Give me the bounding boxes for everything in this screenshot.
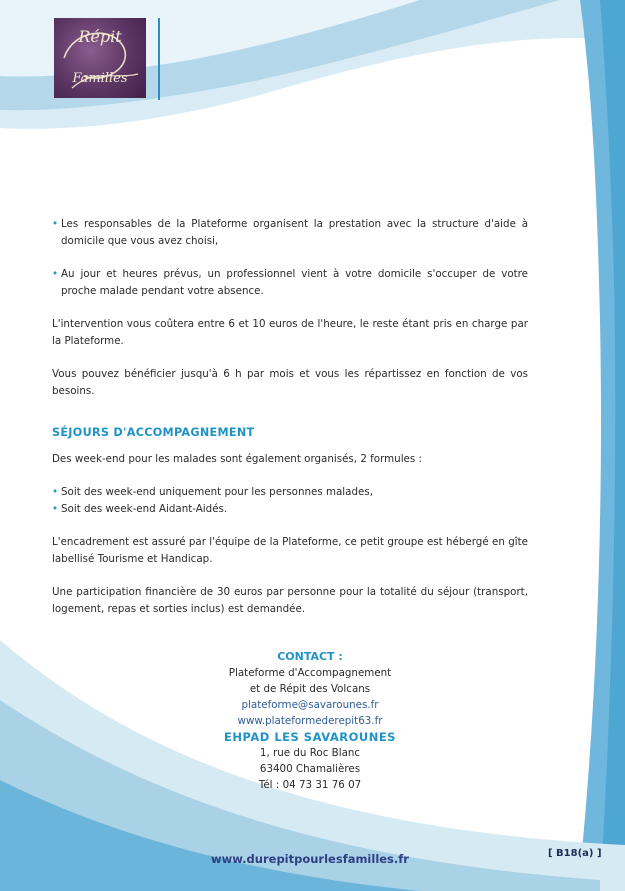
address-line: 63400 Chamalières (259, 763, 361, 775)
bullet-icon: • (52, 218, 59, 230)
contact-heading: CONTACT : (277, 650, 343, 663)
list-item: • Les responsables de la Plateforme organisent la prestation avec la structure d'aide à domicile que vous avez choisi, (52, 218, 528, 247)
contact-line: et de Répit des Volcans (249, 683, 371, 695)
logo-divider (158, 18, 160, 100)
paragraph-cost: L'intervention vous coûtera entre 6 et 10 euros de l'heure, le reste étant pris en charge par la Plateforme. (52, 318, 528, 347)
contact-website-link[interactable]: www.plateformederepit63.fr (237, 715, 383, 727)
bullet-icon: • (52, 486, 59, 498)
logo-text-familles: Familles (72, 71, 128, 86)
contact-line: Plateforme d'Accompagnement (228, 667, 392, 679)
paragraph-staff: L'encadrement est assuré par l'équipe de la Plateforme, ce petit groupe est hébergé en gîte labellisé Tourisme et Handicap. (52, 536, 528, 565)
section-title: SÉJOURS D'ACCOMPAGNEMENT (52, 426, 255, 439)
footer-website-link[interactable]: www.durepitpourlesfamilles.fr (211, 852, 409, 866)
logo (54, 18, 146, 98)
main-content (52, 216, 528, 618)
contact-block (160, 649, 460, 793)
logo-text-repit: Répit (78, 27, 122, 46)
document-reference: [ B18(a) ] (548, 848, 602, 859)
bullet-icon: • (52, 268, 59, 280)
paragraph-price: Une participation financière de 30 euros par personne pour la totalité du séjour (transport, logement, repas et sorties inclus) est demandée. (52, 586, 528, 615)
list-item: • Soit des week-end Aidant-Aidés. (52, 501, 528, 518)
bullet-icon: • (52, 503, 59, 515)
list-item: • Au jour et heures prévus, un professionnel vient à votre domicile s'occuper de votre proche malade pendant votre absence. (52, 268, 528, 297)
list-item: • Soit des week-end uniquement pour les personnes malades, (52, 484, 528, 501)
phone-number: Tél : 04 73 31 76 07 (258, 779, 362, 791)
paragraph-weekend: Des week-end pour les malades sont également organisés, 2 formules : (52, 453, 422, 465)
organization-name: EHPAD LES SAVAROUNES (224, 730, 396, 744)
paragraph-hours: Vous pouvez bénéficier jusqu'à 6 h par mois et vous les répartissez en fonction de vos besoins. (52, 368, 528, 397)
contact-email-link[interactable]: plateforme@savarounes.fr (241, 699, 379, 711)
address-line: 1, rue du Roc Blanc (259, 747, 361, 759)
